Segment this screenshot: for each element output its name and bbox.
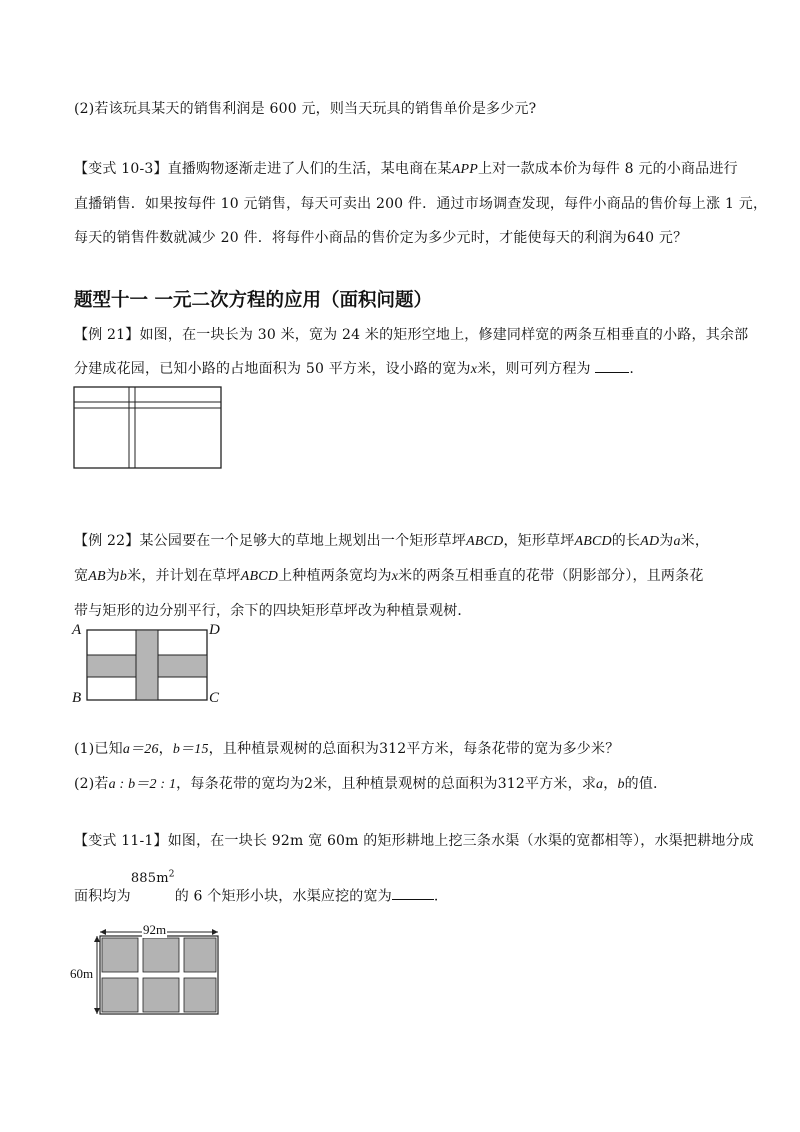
example-22-q2: (2)若a : b＝2 : 1，每条花带的宽均为2米，且种植景观树的总面积为312平方米，求a，b的值. — [74, 776, 658, 792]
farmland-figure — [70, 922, 240, 1022]
width-label: 92m — [143, 922, 167, 937]
variant-10-3: 【变式 10-3】直播购物逐渐走进了人们的生活，某电商在某APP上对一款成本价为每件 8 元的小商品进行 直播销售．如果按每件 10 元销售，每天可卖出 200 件．通过市场调查发现，每件小商品的售价每上涨 1 元， 每天的销售件数就减少 20 件．将每件小商品的售价定为多少元时，才能使每天的利润为640 元？ — [74, 161, 768, 246]
lawn-abcd-figure — [70, 620, 230, 712]
example-22-q1: (1)已知a＝26，b＝15，且种植景观树的总面积为312平方米，每条花带的宽为多少米？ — [74, 741, 620, 757]
vertex-a-label: A — [72, 622, 82, 638]
vertex-b-label: B — [72, 690, 82, 706]
variant-11-1: 【变式 11-1】如图，在一块长 92m 宽 60m 的矩形耕地上挖三条水渠（水渠的宽都相等），水渠把耕地分成 — [74, 833, 754, 849]
section-heading: 题型十一 一元二次方程的应用（面积问题） — [74, 290, 432, 311]
variant-11-1-line2: 面积均为$885m^2$的 6 个矩形小块，水渠应挖的宽为 . — [74, 870, 439, 905]
vertex-c-label: C — [209, 690, 220, 706]
example-22: 【例 22】某公园要在一个足够大的草地上规划出一个矩形草坪ABCD，矩形草坪ABCD的长AD为a米， 宽AB为b米，并计划在草坪ABCD上种植两条宽均为x米的两条互相垂直的花带（阴影部分），且两条花 带与矩形的边分别平行，余下的四块矩形草坪改为种植景观树． — [74, 533, 710, 619]
variant-11-1-tag: 【变式 11-1】 — [74, 833, 168, 849]
example-22-tag: 【例 22】 — [74, 533, 140, 549]
variant-10-3-tag: 【变式 10-3】 — [74, 161, 168, 177]
question-2-line — [74, 92, 734, 126]
q2-text: (2)若该玩具某天的销售利润是 600 元，则当天玩具的销售单价是多少元? — [74, 101, 537, 117]
answer-blank[interactable] — [595, 358, 629, 373]
vertex-d-label: D — [209, 622, 220, 638]
example-21-tag: 【例 21】 — [74, 327, 140, 343]
example-21: 【例 21】如图，在一块长为 30 米，宽为 24 米的矩形空地上，修建同样宽的两条互相垂直的小路，其余部 分建成花园，已知小路的占地面积为 50 平方米，设小路的宽为x米，则可列方程为 . — [74, 327, 749, 377]
height-label: 60m — [70, 966, 94, 981]
lawn-rectangle — [86, 629, 216, 707]
example-22-questions — [74, 732, 734, 802]
answer-blank-canal-width[interactable] — [392, 885, 434, 900]
garden-path-figure — [73, 386, 223, 470]
